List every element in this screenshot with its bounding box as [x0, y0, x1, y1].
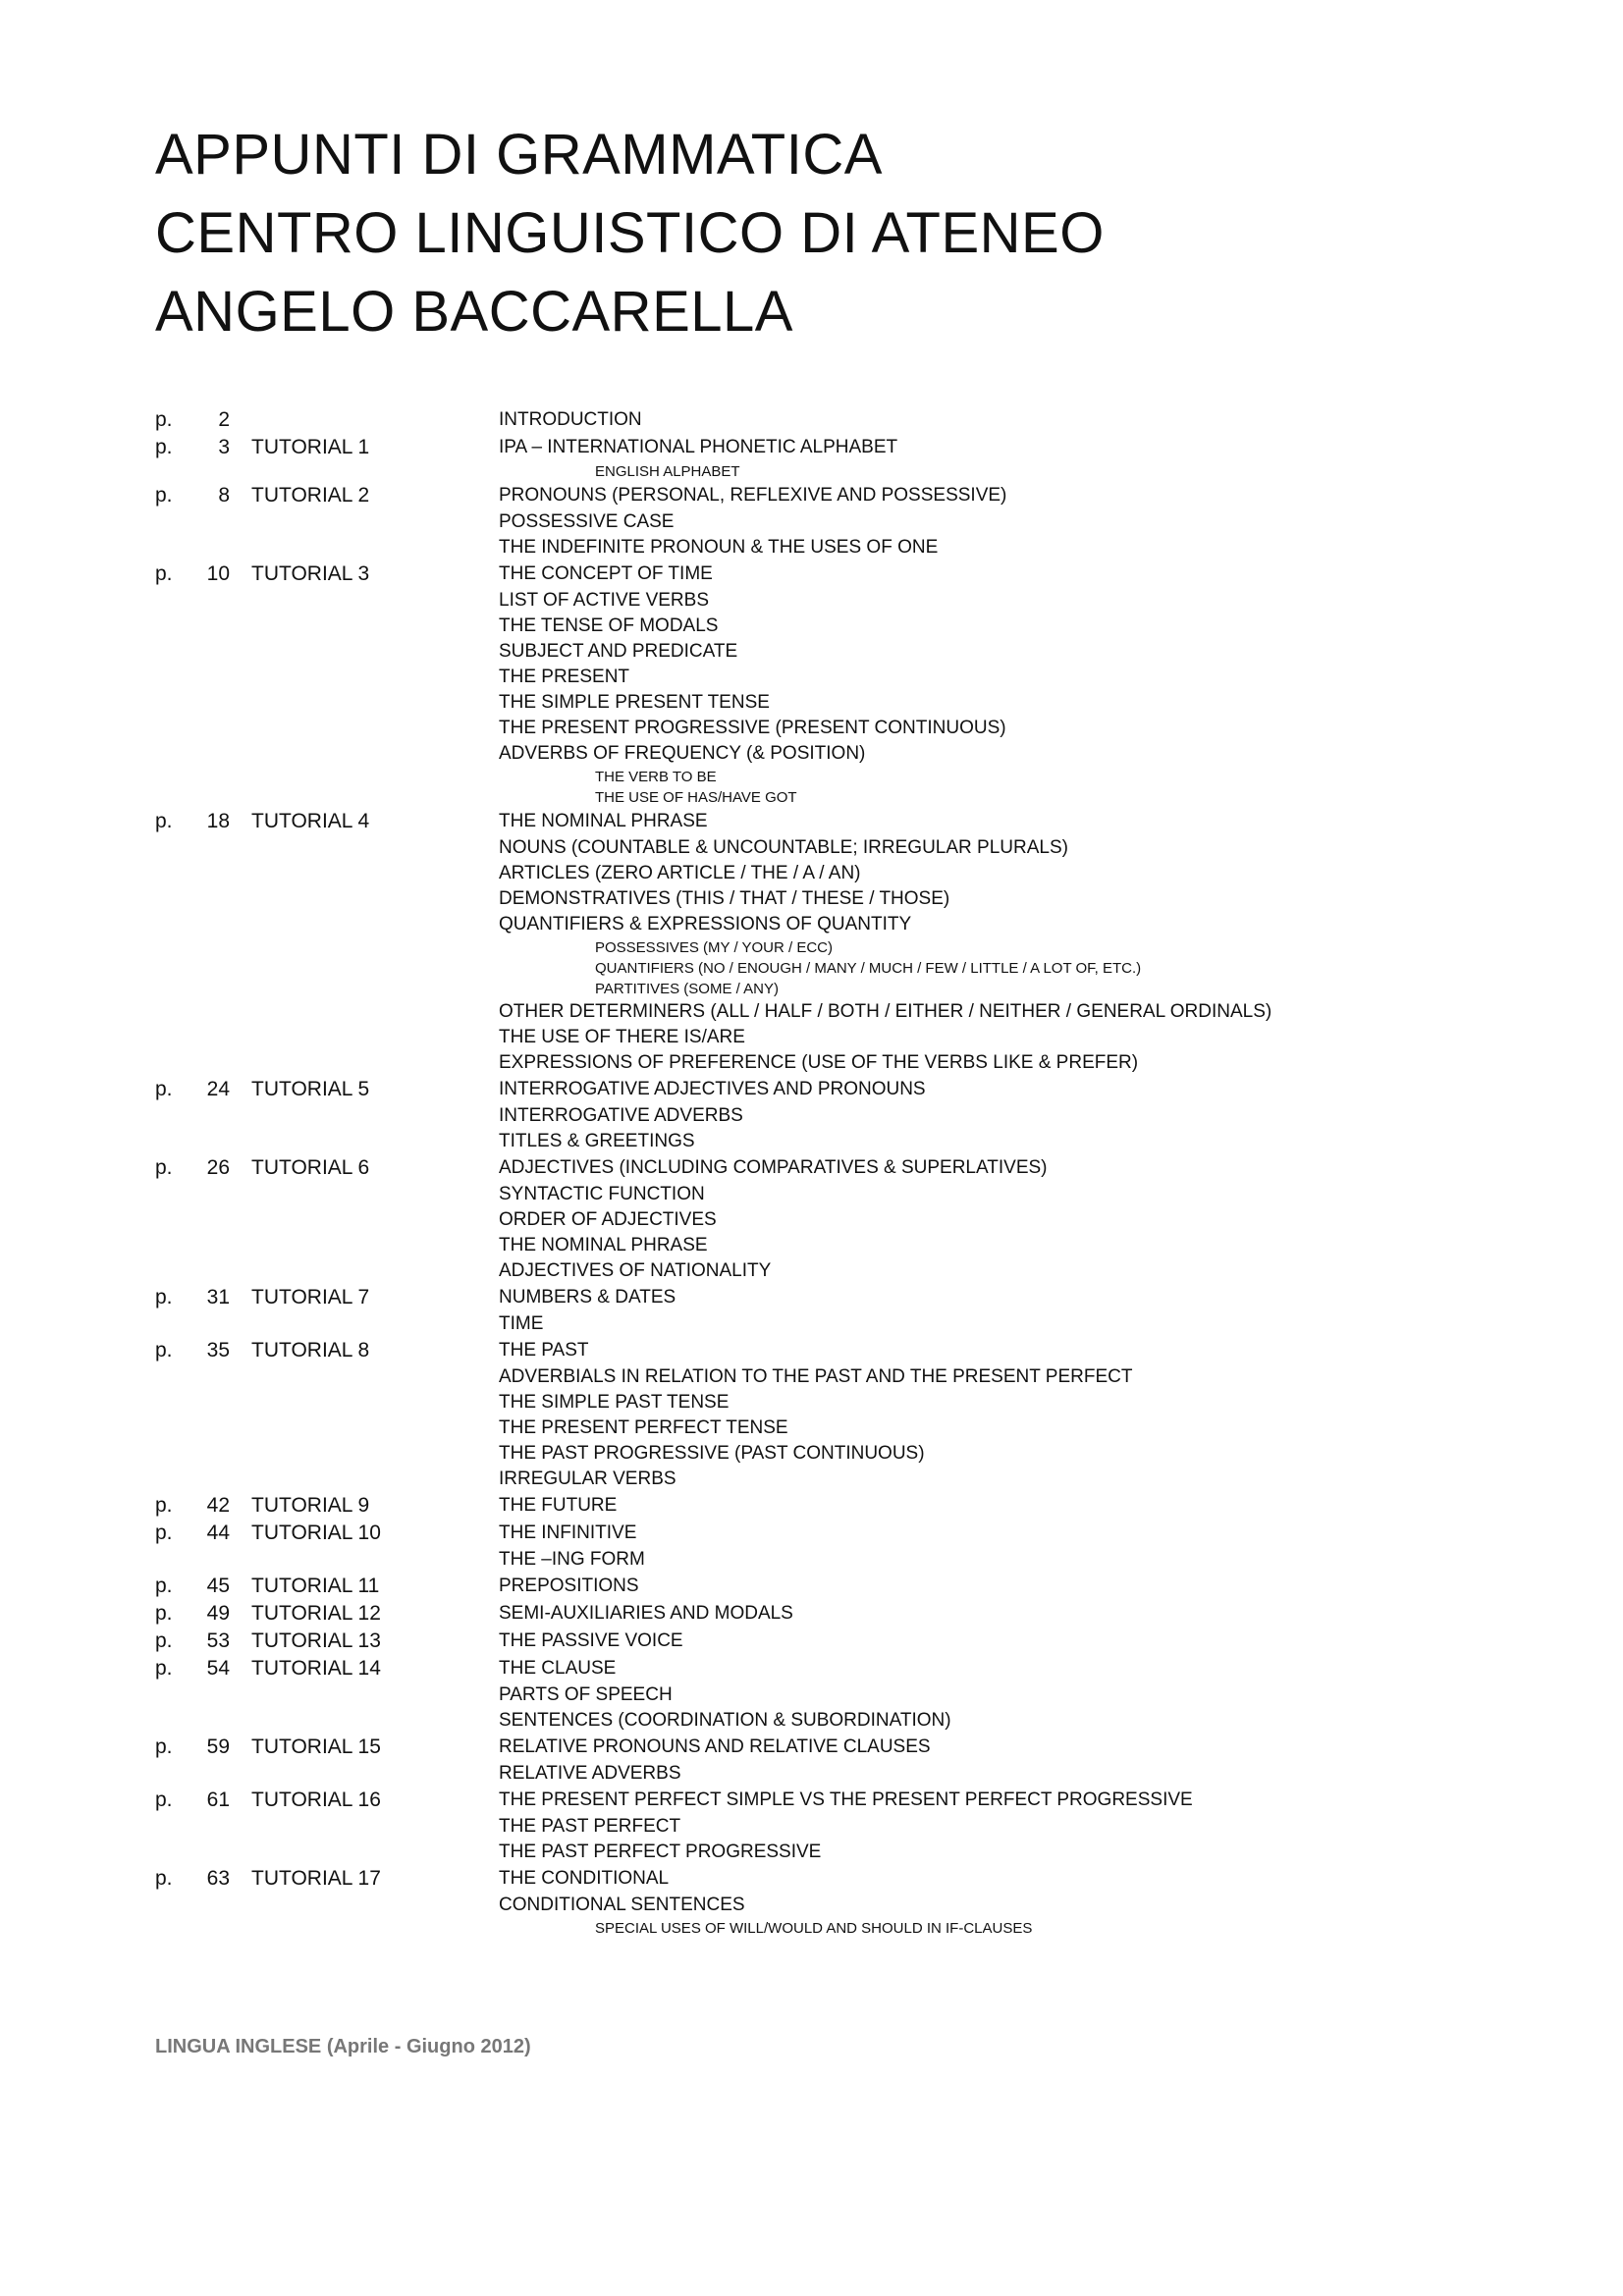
toc-topic: THE FUTURE: [499, 1495, 618, 1516]
toc-subtopic: ENGLISH ALPHABET: [595, 463, 740, 480]
toc-subtopic: THE VERB TO BE: [595, 769, 717, 785]
tutorial-label: TUTORIAL 14: [251, 1657, 381, 1680]
toc-topic: THE INDEFINITE PRONOUN & THE USES OF ONE: [499, 537, 939, 558]
document-title: [155, 116, 1105, 351]
page-prefix: p.: [155, 1286, 173, 1308]
tutorial-label: TUTORIAL 17: [251, 1867, 381, 1890]
tutorial-label: TUTORIAL 8: [251, 1339, 370, 1362]
page-number: 63: [206, 1867, 230, 1890]
toc-topic: SENTENCES (COORDINATION & SUBORDINATION): [499, 1710, 951, 1731]
toc-topic: THE USE OF THERE IS/ARE: [499, 1027, 745, 1047]
toc-entry-header: [155, 1600, 1530, 1628]
page-number: 45: [206, 1575, 230, 1597]
toc-entry-header: [155, 406, 1530, 434]
toc-topic: CONDITIONAL SENTENCES: [499, 1895, 745, 1915]
toc-topic: TIME: [499, 1313, 544, 1334]
toc-topic: OTHER DETERMINERS (ALL / HALF / BOTH / EITHER / NEITHER / GENERAL ORDINALS): [499, 1001, 1272, 1022]
toc-topic: THE PASSIVE VOICE: [499, 1630, 683, 1651]
toc-entry: [155, 1865, 1530, 1939]
toc-topic: RELATIVE ADVERBS: [499, 1763, 681, 1784]
page-number: 44: [206, 1522, 230, 1544]
toc-entry: [155, 1573, 1530, 1600]
toc-topic: INTRODUCTION: [499, 409, 642, 430]
toc-topic: THE SIMPLE PRESENT TENSE: [499, 692, 770, 713]
page-prefix: p.: [155, 1522, 173, 1544]
toc-topic: TITLES & GREETINGS: [499, 1131, 695, 1151]
toc-topic: RELATIVE PRONOUNS AND RELATIVE CLAUSES: [499, 1736, 931, 1757]
toc-topic: SUBJECT AND PREDICATE: [499, 641, 738, 662]
toc-topic: THE PRESENT: [499, 667, 630, 687]
toc-topic: SEMI-AUXILIARIES AND MODALS: [499, 1603, 793, 1624]
tutorial-label: TUTORIAL 11: [251, 1575, 380, 1597]
toc-entry: [155, 1628, 1530, 1655]
toc-subtopic: THE USE OF HAS/HAVE GOT: [595, 789, 797, 806]
toc-entry-header: [155, 1284, 1530, 1311]
tutorial-label: TUTORIAL 10: [251, 1522, 381, 1544]
toc-topic: THE NOMINAL PHRASE: [499, 811, 708, 831]
toc-topic: EXPRESSIONS OF PREFERENCE (USE OF THE VERBS LIKE & PREFER): [499, 1052, 1139, 1073]
tutorial-label: TUTORIAL 13: [251, 1629, 381, 1652]
toc-topic: QUANTIFIERS & EXPRESSIONS OF QUANTITY: [499, 914, 912, 934]
title-line-1: APPUNTI DI GRAMMATICA: [155, 123, 883, 187]
page-prefix: p.: [155, 1629, 173, 1652]
toc-entry-header: [155, 808, 1530, 835]
page-number: 26: [206, 1156, 230, 1179]
toc-entry: [155, 1734, 1530, 1787]
toc-entry-header: [155, 1520, 1530, 1547]
toc-entry: [155, 561, 1530, 808]
toc-entry-header: [155, 482, 1530, 509]
page-prefix: p.: [155, 408, 173, 431]
toc-entry: [155, 1337, 1530, 1492]
toc-entry-header: [155, 1154, 1530, 1182]
toc-subtopic: POSSESSIVES (MY / YOUR / ECC): [595, 939, 834, 956]
page-prefix: p.: [155, 1789, 173, 1811]
title-line-2: CENTRO LINGUISTICO DI ATENEO: [155, 201, 1105, 265]
page-number: 18: [206, 810, 230, 832]
toc-topic: ADJECTIVES (INCLUDING COMPARATIVES & SUPERLATIVES): [499, 1157, 1048, 1178]
toc-entry: [155, 1787, 1530, 1865]
page-number: 35: [206, 1339, 230, 1362]
page-number: 8: [218, 484, 230, 507]
toc-entry: [155, 1492, 1530, 1520]
toc-topic: THE PAST PERFECT PROGRESSIVE: [499, 1842, 822, 1862]
page-number: 54: [206, 1657, 230, 1680]
toc-entry: [155, 1655, 1530, 1734]
toc-topic: THE SIMPLE PAST TENSE: [499, 1392, 730, 1413]
page-prefix: p.: [155, 1602, 173, 1625]
toc-entry-header: [155, 1787, 1530, 1814]
toc-topic: INTERROGATIVE ADVERBS: [499, 1105, 743, 1126]
toc-topic: THE NOMINAL PHRASE: [499, 1235, 708, 1255]
page-number: 42: [206, 1494, 230, 1517]
page-prefix: p.: [155, 1078, 173, 1100]
toc-topic: IRREGULAR VERBS: [499, 1468, 676, 1489]
toc-entry: [155, 1520, 1530, 1573]
page-prefix: p.: [155, 1494, 173, 1517]
page-number: 49: [206, 1602, 230, 1625]
tutorial-label: TUTORIAL 15: [251, 1735, 381, 1758]
toc-topic: ORDER OF ADJECTIVES: [499, 1209, 717, 1230]
toc-entry-header: [155, 434, 1530, 461]
page-prefix: p.: [155, 1867, 173, 1890]
toc-entry: [155, 808, 1530, 1076]
page-number: 3: [218, 436, 230, 458]
toc-entry-header: [155, 1865, 1530, 1893]
toc-entry-header: [155, 561, 1530, 588]
page-number: 31: [206, 1286, 230, 1308]
toc-topic: THE PRESENT PERFECT TENSE: [499, 1417, 788, 1438]
page-number: 59: [206, 1735, 230, 1758]
table-of-contents: [155, 406, 1530, 1939]
page-prefix: p.: [155, 810, 173, 832]
toc-entry: [155, 1600, 1530, 1628]
toc-entry-header: [155, 1337, 1530, 1364]
page-number: 61: [206, 1789, 230, 1811]
page-prefix: p.: [155, 1575, 173, 1597]
toc-subtopic: PARTITIVES (SOME / ANY): [595, 981, 779, 997]
tutorial-label: TUTORIAL 9: [251, 1494, 370, 1517]
toc-topic-list: [499, 561, 1530, 808]
page-prefix: p.: [155, 1657, 173, 1680]
toc-topic: PREPOSITIONS: [499, 1575, 639, 1596]
toc-entry-header: [155, 1076, 1530, 1103]
toc-topic: ADVERBS OF FREQUENCY (& POSITION): [499, 743, 866, 764]
title-line-3: ANGELO BACCARELLA: [155, 280, 793, 344]
toc-topic: THE PRESENT PERFECT SIMPLE VS THE PRESENT PERFECT PROGRESSIVE: [499, 1789, 1193, 1810]
tutorial-label: TUTORIAL 12: [251, 1602, 381, 1625]
toc-topic: THE CONDITIONAL: [499, 1868, 670, 1889]
toc-topic: IPA – INTERNATIONAL PHONETIC ALPHABET: [499, 437, 898, 457]
toc-entry: [155, 406, 1530, 434]
toc-entry: [155, 482, 1530, 561]
toc-topic: PARTS OF SPEECH: [499, 1684, 673, 1705]
toc-entry-header: [155, 1628, 1530, 1655]
tutorial-label: TUTORIAL 1: [251, 436, 370, 458]
toc-topic: THE PAST: [499, 1340, 589, 1361]
page-number: 53: [206, 1629, 230, 1652]
toc-topic: DEMONSTRATIVES (THIS / THAT / THESE / THOSE): [499, 888, 950, 909]
tutorial-label: TUTORIAL 5: [251, 1078, 370, 1100]
toc-topic: SYNTACTIC FUNCTION: [499, 1184, 705, 1204]
tutorial-label: TUTORIAL 16: [251, 1789, 381, 1811]
toc-topic: THE TENSE OF MODALS: [499, 615, 719, 636]
page-prefix: p.: [155, 1156, 173, 1179]
toc-topic: ADJECTIVES OF NATIONALITY: [499, 1260, 772, 1281]
toc-topic: THE CLAUSE: [499, 1658, 617, 1679]
page-number: 2: [218, 408, 230, 431]
toc-entry: [155, 1076, 1530, 1154]
toc-entry: [155, 1154, 1530, 1284]
toc-topic: ADVERBIALS IN RELATION TO THE PAST AND THE PRESENT PERFECT: [499, 1366, 1133, 1387]
page-prefix: p.: [155, 484, 173, 507]
page-footer: LINGUA INGLESE (Aprile - Giugno 2012): [155, 2036, 531, 2057]
page-number: 10: [206, 562, 230, 585]
toc-subtopic: QUANTIFIERS (NO / ENOUGH / MANY / MUCH / FEW / LITTLE / A LOT OF, ETC.): [595, 960, 1142, 977]
page-prefix: p.: [155, 1735, 173, 1758]
toc-entry-header: [155, 1655, 1530, 1682]
toc-entry-header: [155, 1573, 1530, 1600]
toc-topic: PRONOUNS (PERSONAL, REFLEXIVE AND POSSESSIVE): [499, 485, 1007, 506]
tutorial-label: TUTORIAL 7: [251, 1286, 370, 1308]
toc-topic: THE PAST PERFECT: [499, 1816, 681, 1837]
toc-topic: THE –ING FORM: [499, 1549, 645, 1570]
page-prefix: p.: [155, 1339, 173, 1362]
toc-entry-header: [155, 1734, 1530, 1761]
toc-topic: THE PAST PROGRESSIVE (PAST CONTINUOUS): [499, 1443, 925, 1464]
toc-entry-header: [155, 1492, 1530, 1520]
tutorial-label: TUTORIAL 2: [251, 484, 370, 507]
page-number: 24: [206, 1078, 230, 1100]
toc-topic-list: [499, 808, 1530, 1076]
page-prefix: p.: [155, 436, 173, 458]
tutorial-label: TUTORIAL 6: [251, 1156, 370, 1179]
toc-subtopic: SPECIAL USES OF WILL/WOULD AND SHOULD IN IF-CLAUSES: [595, 1920, 1033, 1937]
toc-topic: NOUNS (COUNTABLE & UNCOUNTABLE; IRREGULAR PLURALS): [499, 837, 1068, 858]
toc-topic: ARTICLES (ZERO ARTICLE / THE / A / AN): [499, 863, 861, 883]
toc-topic: INTERROGATIVE ADJECTIVES AND PRONOUNS: [499, 1079, 926, 1099]
page-prefix: p.: [155, 562, 173, 585]
toc-topic: THE INFINITIVE: [499, 1522, 637, 1543]
toc-topic: POSSESSIVE CASE: [499, 511, 675, 532]
toc-topic: THE PRESENT PROGRESSIVE (PRESENT CONTINUOUS): [499, 718, 1006, 738]
toc-topic: LIST OF ACTIVE VERBS: [499, 590, 709, 611]
tutorial-label: TUTORIAL 4: [251, 810, 370, 832]
toc-topic: NUMBERS & DATES: [499, 1287, 676, 1308]
tutorial-label: TUTORIAL 3: [251, 562, 370, 585]
toc-entry: [155, 1284, 1530, 1337]
toc-entry: [155, 434, 1530, 482]
toc-topic: THE CONCEPT OF TIME: [499, 563, 713, 584]
